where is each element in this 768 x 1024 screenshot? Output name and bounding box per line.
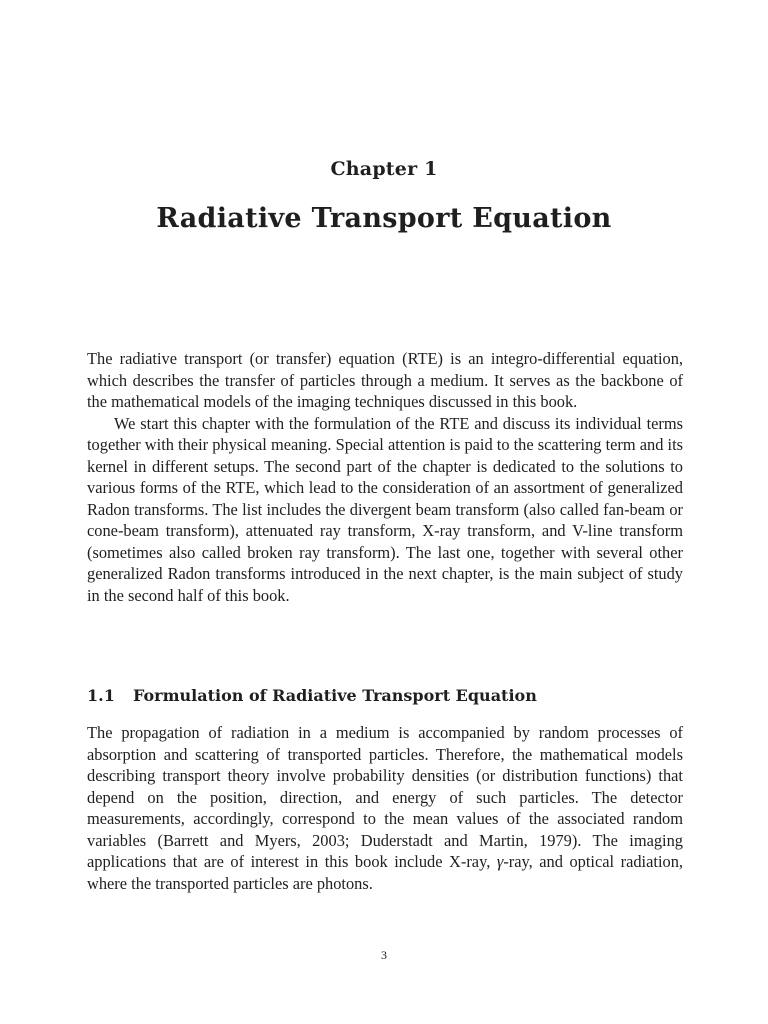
page-number: 3 bbox=[381, 948, 387, 962]
section-body bbox=[87, 722, 683, 894]
section-paragraph bbox=[87, 722, 683, 894]
section-number: 1.1 bbox=[87, 686, 115, 705]
section-heading bbox=[87, 686, 537, 705]
intro-paragraph: The radiative transport (or transfer) equation (RTE) is an integro-differential equation, which describes the transfer of particles through a medium. It serves as the backbone of the mathematical models of the imaging techniques discussed in this book. bbox=[87, 349, 683, 411]
chapter-label: Chapter 1 bbox=[330, 158, 438, 180]
gamma-symbol: γ bbox=[496, 852, 504, 871]
chapter-title: Radiative Transport Equation bbox=[156, 203, 612, 234]
section-text-part1: The propagation of radiation in a medium is accompanied by random processes of absorption and scattering of transported particles. Therefore, the mathematical models describing transport theory involve probability densities (or distribution functions) that depend on the position, direction, and energy of such particles. The detector measurements, accordingly, correspond to the mean values of the associated random variables (Barrett and Myers, 2003; Duderstadt and Martin, 1979). The imaging applications that are of interest in this book include X-ray, bbox=[87, 723, 683, 871]
intro-paragraph: We start this chapter with the formulation of the RTE and discuss its individual terms together with their physical meaning. Special attention is paid to the scattering term and its kernel in different setups. The second part of the chapter is dedicated to the solutions to various forms of the RTE, which lead to the consideration of an assortment of generalized Radon transforms. The list includes the divergent beam transform (also called fan-beam or cone-beam transform), attenuated ray transform, X-ray transform, and V-line transform (sometimes also called broken ray transform). The last one, together with several other generalized Radon transforms introduced in the next chapter, is the main subject of study in the second half of this book. bbox=[87, 413, 683, 605]
section-text-part2: -ray, and optical radiation, where the transported particles are photons. bbox=[87, 852, 683, 893]
section-title: Formulation of Radiative Transport Equation bbox=[133, 686, 537, 705]
intro-text bbox=[87, 348, 683, 606]
